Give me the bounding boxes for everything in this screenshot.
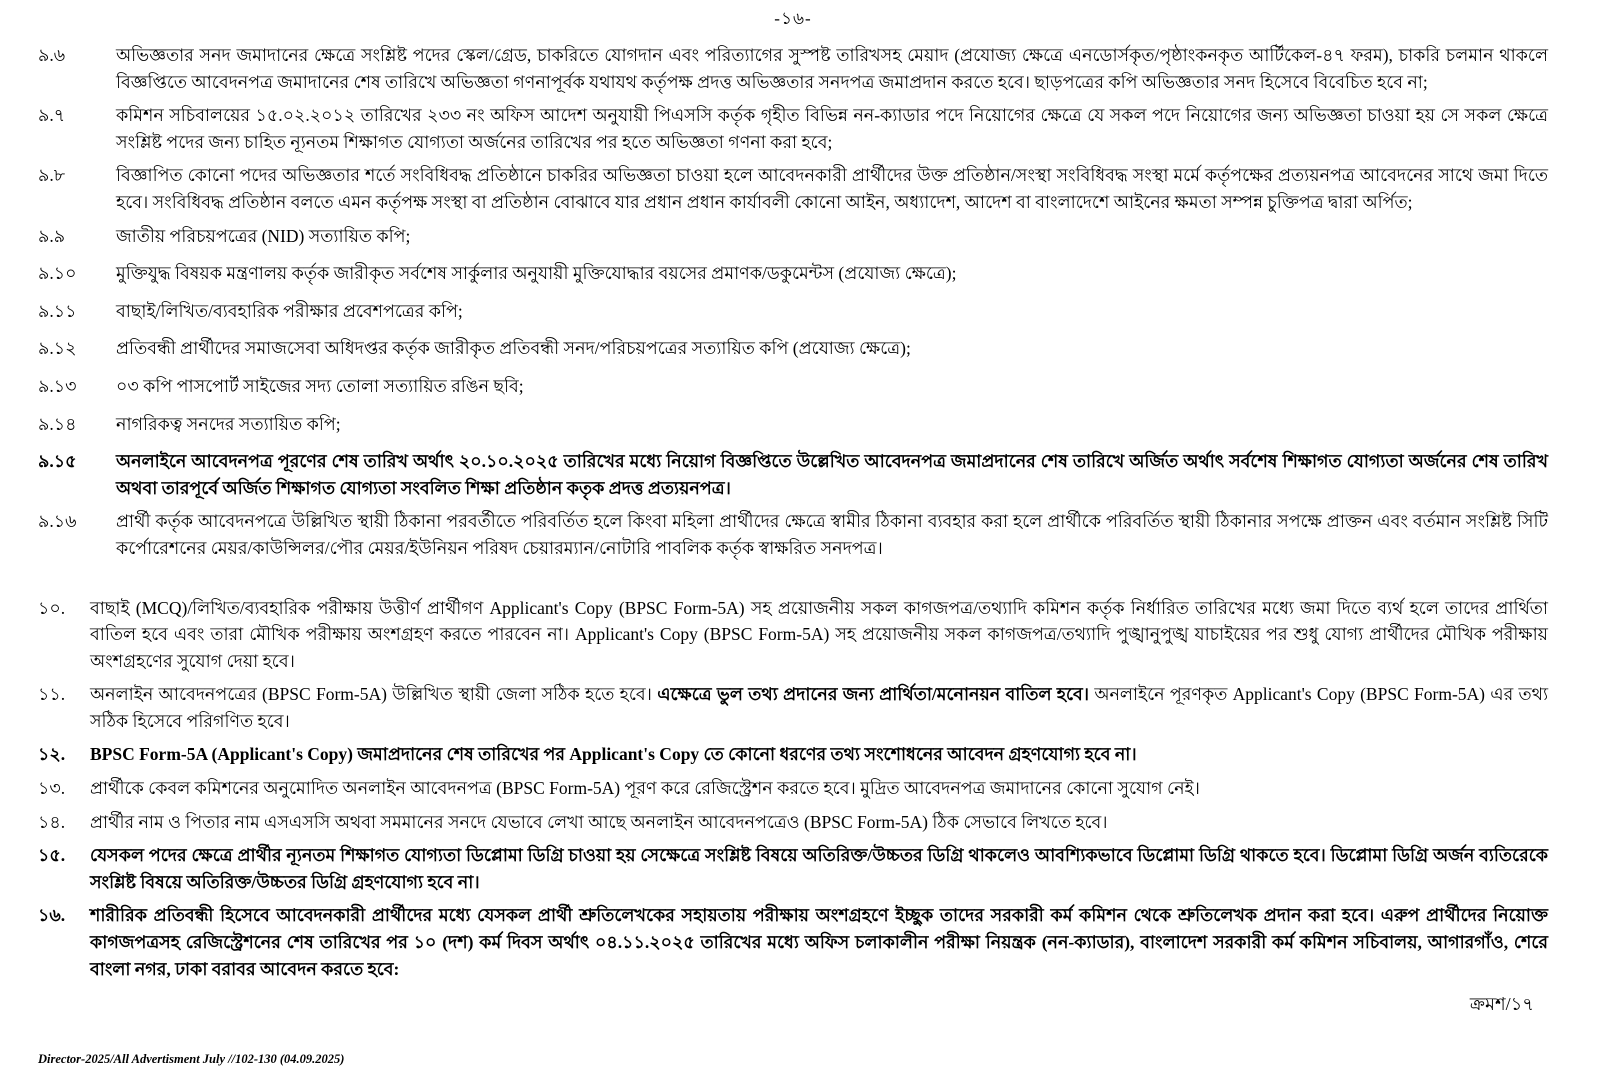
item-text: বিজ্ঞাপিত কোনো পদের অভিজ্ঞতার শর্তে সংবিধিবদ্ধ প্রতিষ্ঠানে চাকরির অভিজ্ঞতা চাওয়া হলে আবেদনকারী প্রার্থীদের উক্ত প্রতিষ্ঠান/সংস্থা সংবিধিবদ্ধ সংস্থা মর্মে কর্তৃপক্ষের প্রত্যয়নপত্র আবেদনের সাথে জমা দিতে হবে। সংবিধিবদ্ধ প্রতিষ্ঠান বলতে এমন কর্তৃপক্ষ সংস্থা বা প্রতিষ্ঠান বোঝাবে যার প্রধান প্রধান কার্যাবলী কোনো আইন, অধ্যাদেশ, আদেশ বা বাংলাদেশে আইনের ক্ষমতা সম্পন্ন চুক্তিপত্র দ্বারা অর্পিত; — [116, 165, 1548, 212]
item-number: ৯.১৩ — [38, 375, 77, 396]
item-text: বাছাই/লিখিত/ব্যবহারিক পরীক্ষার প্রবেশপত্রের কপি; — [116, 300, 463, 321]
item-text: ০৩ কপি পাসপোর্ট সাইজের সদ্য তোলা সত্যায়িত রঙিন ছবি; — [116, 375, 524, 396]
item-text: যেসকল পদের ক্ষেত্রে প্রার্থীর ন্যূনতম শিক্ষাগত যোগ্যতা ডিপ্লোমা ডিগ্রি চাওয়া হয় সেক্ষেত্রে সংশ্লিষ্ট বিষয়ে অতিরিক্ত/উচ্চতর ডিগ্রি থাকলেও আবশ্যিকভাবে ডিপ্লোমা ডিগ্রি থাকতে হবে। ডিপ্লোমা ডিগ্রি অর্জন ব্যতিরেকে সংশ্লিষ্ট বিষয়ে অতিরিক্ত/উচ্চতর ডিগ্রি গ্রহণযোগ্য হবে না। — [90, 845, 1548, 892]
list-item — [38, 260, 1548, 287]
list-item — [38, 298, 1548, 325]
item-text-bold-segment: এক্ষেত্রে ভুল তথ্য প্রদানের জন্য প্রার্থিতা/মনোনয়ন বাতিল হবে। — [657, 684, 1090, 705]
list-item — [38, 842, 1548, 895]
item-number: ১৩. — [38, 778, 66, 799]
item-text-segment: অনলাইন আবেদনপত্রের (BPSC Form-5A) উল্লিখিত স্থায়ী জেলা সঠিক হতে হবে। — [90, 684, 658, 705]
item-number: ৯.১৪ — [38, 413, 77, 434]
item-text: প্রার্থী কর্তৃক আবেদনপত্রে উল্লিখিত স্থায়ী ঠিকানা পরবর্তীতে পরিবর্তিত হলে কিংবা মহিলা প্রার্থীদের ক্ষেত্রে স্বামীর ঠিকানা ব্যবহার করা হলে প্রার্থীকে পরিবর্তিত স্থায়ী ঠিকানার সপক্ষে প্রাক্তন এবং বর্তমান সংশ্লিষ্ট সিটি কর্পোরেশনের মেয়র/কাউন্সিলর/পৌর মেয়র/ইউনিয়ন পরিষদ চেয়ারম্যান/নোটারি পাবলিক কর্তৃক স্বাক্ষরিত সনদপত্র। — [116, 511, 1548, 558]
page-content — [38, 6, 1548, 989]
item-number: ৯.৬ — [38, 45, 66, 65]
item-number: ৯.৮ — [38, 165, 66, 186]
list-item — [38, 411, 1548, 438]
item-text: জাতীয় পরিচয়পত্রের (NID) সত্যায়িত কপি; — [116, 225, 411, 246]
item-number: ৯.১২ — [38, 338, 77, 359]
item-text: প্রতিবন্ধী প্রার্থীদের সমাজসেবা অধিদপ্তর কর্তৃক জারীকৃত প্রতিবন্ধী সনদ/পরিচয়পত্রের সত্যায়িত কপি (প্রযোজ্য ক্ষেত্রে); — [116, 338, 911, 359]
item-number: ৯.১০ — [38, 263, 77, 284]
list-item — [38, 508, 1548, 561]
list-item — [38, 448, 1548, 501]
item-number: ১২. — [38, 744, 66, 765]
item-number: ১৫. — [38, 845, 66, 866]
list-item — [38, 775, 1548, 802]
item-text: নাগরিকত্ব সনদের সত্যায়িত কপি; — [116, 413, 341, 434]
item-number: ১১. — [38, 684, 66, 705]
list-item — [38, 373, 1548, 400]
item-number: ১৬. — [38, 905, 66, 926]
item-text: শারীরিক প্রতিবন্ধী হিসেবে আবেদনকারী প্রার্থীদের মধ্যে যেসকল প্রার্থী শ্রুতিলেখকের সহায়তায় পরীক্ষায় অংশগ্রহণে ইচ্ছুক তাদের সরকারী কর্ম কমিশন থেকে শ্রুতিলেখক প্রদান করা হবে। এরুপ প্রার্থীদের নিয়োক্ত কাগজপত্রসহ রেজিস্ট্রেশনের শেষ তারিখের পর ১০ (দশ) কর্ম দিবস অর্থাৎ ০৪.১১.২০২৫ তারিখের মধ্যে অফিস চলাকালীন পরীক্ষা নিয়ন্ত্রক (নন-ক্যাডার), বাংলাদেশ সরকারী কর্ম কমিশন সচিবালয়, আগারগাঁও, শেরে বাংলা নগর, ঢাকা বরাবর আবেদন করতে হবে: — [90, 905, 1548, 979]
list-item — [38, 335, 1548, 362]
list-item — [38, 162, 1548, 215]
item-text: অভিজ্ঞতার সনদ জমাদানের ক্ষেত্রে সংশ্লিষ্ট পদের স্কেল/গ্রেড, চাকরিতে যোগদান এবং পরিত্যাগের সুস্পষ্ট তারিখসহ মেয়াদ (প্রযোজ্য ক্ষেত্রে এনডোর্সকৃত/পৃষ্ঠাংকনকৃত আর্টিকেল-৪৭ ফরম), চাকরি চলমান থাকলে বিজ্ঞপ্তিতে আবেদনপত্র জমাদানের শেষ তারিখে অভিজ্ঞতা গণনাপূর্বক যথাযথ কর্তৃপক্ষ প্রদত্ত অভিজ্ঞতার সনদপত্র জমাপ্রদান করতে হবে। ছাড়পত্রের কপি অভিজ্ঞতার সনদ হিসেবে বিবেচিত হবে না; — [116, 45, 1548, 92]
list-item — [38, 102, 1548, 155]
page-number: -১৬- — [774, 9, 812, 28]
list-item — [38, 902, 1548, 982]
item-text: প্রার্থীর নাম ও পিতার নাম এসএসসি অথবা সমমানের সনদে যেভাবে লেখা আছে অনলাইন আবেদনপত্রেও (BPSC Form-5A) ঠিক সেভাবে লিখতে হবে। — [90, 811, 1108, 832]
item-text: BPSC Form-5A (Applicant's Copy) জমাপ্রদানের শেষ তারিখের পর Applicant's Copy তে কোনো ধরণের তথ্য সংশোধনের আবেদন গ্রহণযোগ্য হবে না। — [90, 744, 1137, 765]
item-text — [90, 681, 1548, 734]
list-item — [38, 42, 1548, 95]
item-number: ৯.১৫ — [38, 451, 77, 472]
item-text-segment: অনলাইনে পূরণকৃত Applicant's Copy (BPSC Form-5A) এর তথ্য সঠিক হিসেবে পরিগণিত হবে। — [90, 684, 1549, 731]
item-number: ৯.৭ — [38, 105, 66, 126]
item-text: অনলাইনে আবেদনপত্র পূরণের শেষ তারিখ অর্থাৎ ২০.১০.২০২৫ তারিখের মধ্যে নিয়োগ বিজ্ঞপ্তিতে উল্লেখিত আবেদনপত্র জমাপ্রদানের শেষ তারিখে অর্জিত অর্থাৎ সর্বশেষ শিক্ষাগত যোগ্যতা অর্জনের শেষ তারিখ অথবা তারপূর্বে অর্জিত শিক্ষাগত যোগ্যতা সংবলিত শিক্ষা প্রতিষ্ঠান কতৃক প্রদত্ত প্রত্যয়নপত্র। — [116, 451, 1548, 498]
item-text: প্রার্থীকে কেবল কমিশনের অনুমোদিত অনলাইন আবেদনপত্র (BPSC Form-5A) পূরণ করে রেজিস্ট্রেশন করতে হবে। মুদ্রিত আবেদনপত্র জমাদানের কোনো সুযোগ নেই। — [90, 778, 1200, 799]
list-item — [38, 223, 1548, 250]
item-text: কমিশন সচিবালয়ের ১৫.০২.২০১২ তারিখের ২৩৩ নং অফিস আদেশ অনুযায়ী পিএসসি কর্তৃক গৃহীত বিভিন্ন নন-ক্যাডার পদে নিয়োগের ক্ষেত্রে যে সকল পদে নিয়োগের জন্য অভিজ্ঞতা চাওয়া হয় সে সকল ক্ষেত্রে সংশ্লিষ্ট পদের জন্য চাহিত ন্যূনতম শিক্ষাগত যোগ্যতা অর্জনের তারিখের পর হতে অভিজ্ঞতা গণনা করা হবে; — [116, 105, 1548, 152]
item-number: ১০. — [38, 597, 66, 618]
section-spacer — [38, 569, 1548, 595]
list-item — [38, 809, 1548, 836]
item-number: ৯.১৬ — [38, 511, 77, 532]
item-number: ৯.১১ — [38, 300, 77, 321]
list-item — [38, 681, 1548, 734]
item-number: ৯.৯ — [38, 225, 66, 246]
item-text: বাছাই (MCQ)/লিখিত/ব্যবহারিক পরীক্ষায় উত্তীর্ণ প্রার্থীগণ Applicant's Copy (BPSC Form-5A) সহ প্রয়োজনীয় সকল কাগজপত্র/তথ্যাদি কমিশন কর্তৃক নির্ধারিত তারিখের মধ্যে জমা দিতে ব্যর্থ হলে তাদের প্রার্থিতা বাতিল হবে এবং তারা মৌখিক পরীক্ষায় অংশগ্রহণ করতে পারবেন না। Applicant's Copy (BPSC Form-5A) সহ প্রয়োজনীয় সকল কাগজপত্র/তথ্যাদি পুঙ্খানুপুঙ্খ যাচাইয়ের পর শুধু যোগ্য প্রার্থীদের মৌখিক পরীক্ষায় অংশগ্রহণের সুযোগ দেয়া হবে। — [90, 597, 1548, 671]
list-item — [38, 595, 1548, 675]
item-text: মুক্তিযুদ্ধ বিষয়ক মন্ত্রণালয় কর্তৃক জারীকৃত সর্বশেষ সার্কুলার অনুযায়ী মুক্তিযোদ্ধার বয়সের প্রমাণক/ডকুমেন্টস (প্রযোজ্য ক্ষেত্রে); — [116, 263, 957, 284]
footer-reference: Director-2025/All Advertisment July //102-130 (04.09.2025) — [38, 1052, 345, 1066]
continuation-marker: ক্রমশ/১৭ — [1469, 994, 1534, 1014]
list-item — [38, 741, 1548, 768]
item-number: ১৪. — [38, 811, 66, 832]
